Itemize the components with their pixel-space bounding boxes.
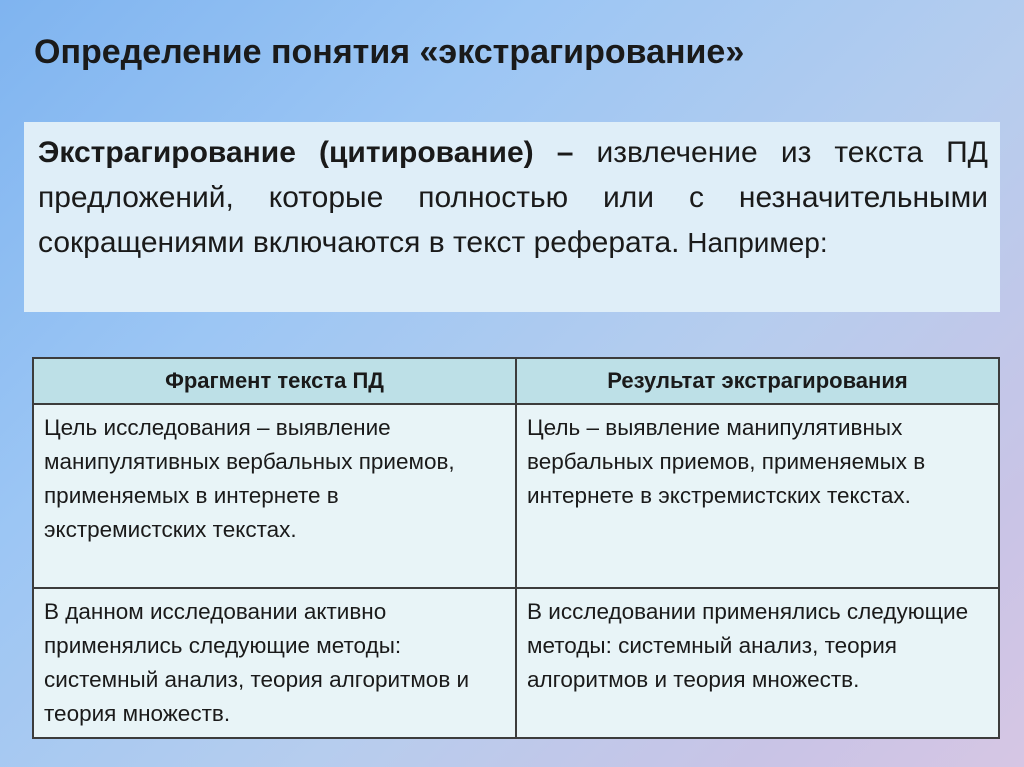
comparison-table-wrapper — [32, 357, 998, 739]
table-row — [33, 404, 999, 588]
comparison-table — [32, 357, 1000, 739]
cell-result: В исследовании применялись следующие методы: системный анализ, теория алгоритмов и теория множеств. — [516, 588, 999, 738]
definition-box — [24, 122, 1000, 312]
header-fragment: Фрагмент текста ПД — [33, 358, 516, 404]
definition-example-label: Например: — [679, 227, 828, 258]
table-header-row — [33, 358, 999, 404]
cell-fragment: В данном исследовании активно применялись следующие методы: системный анализ, теория алгоритмов и теория множеств. — [33, 588, 516, 738]
slide-title: Определение понятия «экстрагирование» — [34, 33, 745, 71]
table-row — [33, 588, 999, 738]
cell-fragment: Цель исследования – выявление манипулятивных вербальных приемов, применяемых в интернете в экстремистских текстах. — [33, 404, 516, 588]
definition-body: извлечение из текста ПД предложений, которые полностью или с незначительными сокращениями включаются в текст реферата. — [38, 136, 988, 259]
definition-term: Экстрагирование (цитирование) – — [38, 136, 574, 169]
cell-result: Цель – выявление манипулятивных вербальных приемов, применяемых в интернете в экстремистских текстах. — [516, 404, 999, 588]
header-result: Результат экстрагирования — [516, 358, 999, 404]
